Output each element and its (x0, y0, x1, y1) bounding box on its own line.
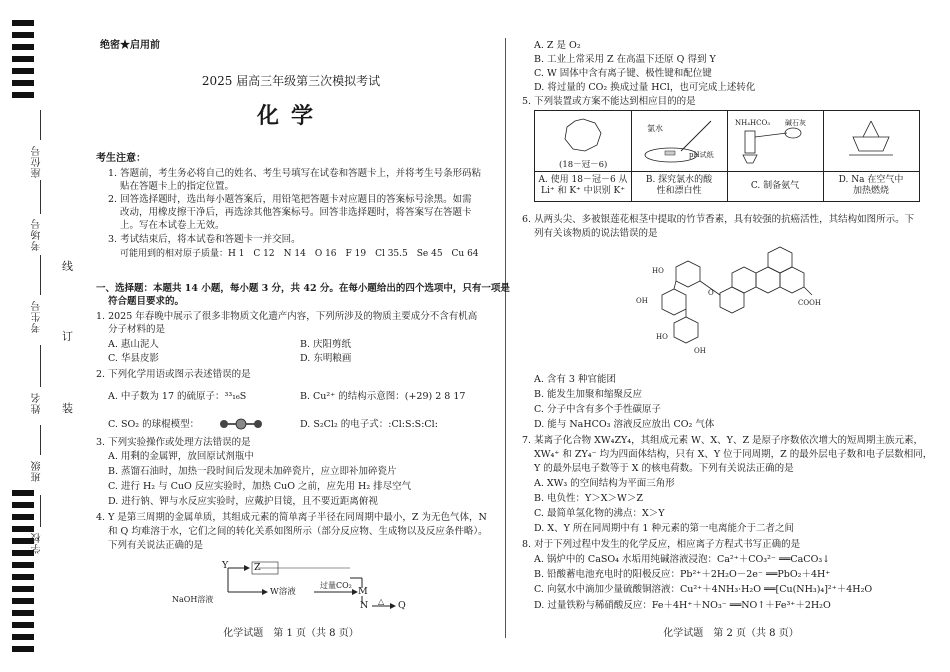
q3-option: C. 进行 H₂ 与 CuO 反应实验时，加热 CuO 之前，应先用 H₂ 排尽空气 (108, 481, 412, 492)
mol-label-oh: OH (694, 347, 706, 355)
exam-number-label: 考生号 (32, 300, 43, 333)
mol-label-ho: HO (652, 267, 664, 275)
crown-ether-icon (535, 113, 631, 159)
cut-line-char: 线 (62, 260, 73, 273)
q1-option: B. 庆阳剪纸 (300, 339, 352, 350)
q1-option: D. 东明粮画 (300, 353, 352, 364)
crucible-heating-icon (823, 111, 919, 169)
binding-stripes (12, 0, 34, 672)
mol-label-o: O (708, 289, 714, 297)
diagram-delta: △ (378, 597, 385, 606)
page-2 (522, 0, 940, 672)
cut-line-char: 装 (62, 402, 73, 415)
q5-caption: B. 探究氯水的酸 性和漂白性 (631, 171, 727, 202)
mol-label-ho: HO (656, 333, 668, 341)
triterpenoid-saponin-structure-icon (622, 243, 822, 361)
diagram-m: M (358, 586, 368, 597)
q2-stem: 2. 下列化学用语或图示表述错误的是 (96, 369, 251, 380)
q5-caption: D. Na 在空气中 加热燃烧 (823, 171, 919, 202)
q4-stem: 下列有关说法正确的是 (108, 540, 204, 551)
diagram-naoh: NaOH溶液 (172, 595, 214, 604)
q2-option: D. S₂Cl₂ 的电子式：:Cl:S:S:Cl: (300, 419, 438, 430)
name-label: 姓名 (32, 392, 43, 414)
diagram-n: N (360, 600, 369, 611)
q2-option: B. Cu²⁺ 的结构示意图：(+29) 2 8 17 (300, 391, 466, 402)
q7-option: D. X、Y 所在同周期中有 1 种元素的第一电离能介于二者之间 (534, 523, 794, 534)
nh4hco3-label: NH₄HCO₃ (735, 119, 771, 127)
q8-option: C. 向氨水中滴加少量硫酸铜溶液：Cu²⁺＋4NH₃·H₂O ══[Cu(NH₃)₄]²⁺＋4H₂O (534, 584, 873, 595)
q3-option: B. 蒸馏石油时，加热一段时间后发现未加碎瓷片，应立即补加碎瓷片 (108, 466, 397, 477)
q8-option: B. 铅酸蓄电池充电时的阳极反应：Pb²⁺＋2H₂O－2e⁻ ══PbO₂＋4H⁺ (534, 569, 831, 580)
school-label: 学校 (32, 532, 43, 554)
q6-option: B. 能发生加聚和缩聚反应 (534, 389, 643, 400)
q2-option: A. 中子数为 17 的硫原子：³³₁₆S (108, 391, 247, 402)
diagram-q: Q (398, 600, 406, 611)
q4-option: C. W 固体中含有离子键、极性键和配位键 (534, 68, 712, 79)
q4-option: A. Z 是 O₂ (534, 40, 581, 51)
note-line: 上。写在本试卷上无效。 (120, 220, 225, 231)
note-line: 改动，用橡皮擦干净后，再选涂其他答案标号。回答非选择题时，将答案写在答题卡 (120, 207, 472, 218)
q4-option: D. 将过量的 CO₂ 换成过量 HCl，也可完成上述转化 (534, 82, 756, 93)
note-line: 3. 考试结束后，将本试卷和答题卡一并交回。 (108, 234, 301, 245)
q5-stem: 5. 下列装置或方案不能达到相应目的的是 (522, 96, 696, 107)
q5-cell-d (823, 111, 919, 201)
class-label: 班级 (32, 460, 43, 482)
diagram-y: Y (222, 560, 229, 571)
note-line: 2. 回答选择题时，选出每小题答案后，用铅笔把答题卡对应题目的答案标号涂黑。如需 (108, 194, 472, 205)
q4-option: B. 工业上常采用 Z 在高温下还原 Q 得到 Y (534, 54, 716, 65)
notes-heading: 考生注意： (96, 153, 146, 164)
binding-strip (0, 0, 78, 672)
q3-stem: 3. 下列实验操作或处理方法错误的是 (96, 437, 251, 448)
q7-stem: XW₄⁺ 和 ZY₄⁻ 均为四面体结构，只有 X、Y 位于同周期，Z 的最外层电子数和电子层数相同， (534, 449, 933, 460)
q5-apparatus-table (534, 110, 920, 202)
mol-label-cooh: COOH (798, 299, 821, 307)
q5-cell-a (535, 111, 632, 201)
q3-option: A. 用剩的金属钾，放回原试剂瓶中 (108, 451, 254, 462)
seat-number-label: 座位号 (32, 145, 43, 178)
q7-option: A. XW₃ 的空间结构为平面三角形 (534, 478, 675, 489)
q2-option: C. SO₂ 的球棍模型： (108, 419, 200, 430)
page-footer: 化学试题 第 1 页（共 8 页） (223, 628, 359, 639)
subject-title: 化学 (256, 103, 325, 129)
q3-option: D. 进行钠、钾与水反应实验时，应戴护目镜，且不要近距离俯视 (108, 496, 378, 507)
q5-caption: A. 使用 18－冠－6 从 Li⁺ 和 K⁺ 中识别 K⁺ (535, 171, 631, 202)
q5-cell-c (727, 111, 824, 201)
q7-option: B. 电负性：Y＞X＞W＞Z (534, 493, 643, 504)
soda-lime-label: 碱石灰 (785, 119, 806, 127)
q1-stem: 分子材料的是 (108, 324, 166, 335)
q5-caption: C. 制备氨气 (727, 171, 823, 208)
q8-option: D. 过量铁粉与稀硝酸反应：Fe＋4H⁺＋NO₃⁻ ══NO↑＋Fe³⁺＋2H₂O (534, 600, 831, 611)
q1-option: A. 惠山泥人 (108, 339, 159, 350)
q6-option: D. 能与 NaHCO₃ 溶液反应放出 CO₂ 气体 (534, 419, 715, 430)
page-footer: 化学试题 第 2 页（共 8 页） (663, 628, 799, 639)
q8-option: A. 锅炉中的 CaSO₄ 水垢用纯碱溶液浸泡：Ca²⁺＋CO₃²⁻ ══CaCO₃↓ (534, 554, 831, 565)
section-heading: 符合题目要求的。 (108, 296, 185, 307)
section-heading: 一、选择题：本题共 14 小题，每小题 3 分，共 42 分。在每小题给出的四个选项中，只有一项是 (96, 283, 510, 294)
q6-stem: 6. 从两头尖、多被银莲花根茎中提取的竹节香素，具有较强的抗癌活性，其结构如图所示。下 (522, 214, 915, 225)
q4-stem: 和 Q 均难溶于水，它们之间的转化关系如图所示（部分反应物、生成物以及反应条件略）。 (108, 526, 488, 537)
confidential-mark: 绝密★启用前 (100, 40, 160, 51)
mol-label-oh: OH (636, 297, 648, 305)
page-1 (82, 0, 510, 672)
chlorine-water-label: 氯水 (647, 124, 663, 133)
so2-ball-stick-icon (218, 417, 264, 431)
diagram-co2: 过量CO₂ (320, 581, 352, 590)
q8-stem: 8. 对于下列过程中发生的化学反应，相应离子方程式书写正确的是 (522, 539, 801, 550)
q4-stem: 4. Y 是第三周期的金属单质，其组成元素的简单离子半径在同周期中最小，Z 为无色气体，N (96, 512, 487, 523)
diagram-z: Z (254, 562, 261, 573)
q1-option: C. 华县皮影 (108, 353, 159, 364)
q7-stem: Y 的最外层电子数等于 X 的核电荷数。下列有关说法正确的是 (534, 463, 794, 474)
column-divider (505, 38, 506, 638)
q6-stem: 列有关该物质的说法错误的是 (534, 228, 658, 239)
atomic-mass-line: 可能用到的相对原子质量：H 1 C 12 N 14 O 16 F 19 Cl 35.5 Se 45 Cu 64 (120, 249, 479, 259)
diagram-w: W溶液 (270, 587, 296, 597)
q7-option: C. 最简单氢化物的沸点：X＞Y (534, 508, 665, 519)
cut-line-char: 订 (62, 330, 73, 343)
crown-ether-label: (18－冠－6) (559, 160, 608, 170)
q4-conversion-diagram (172, 558, 406, 614)
q5-cell-b (631, 111, 728, 201)
q7-stem: 7. 某离子化合物 XW₄ZY₄，其组成元素 W、X、Y、Z 是原子序数依次增大的短周期主族元素， (522, 435, 924, 446)
ph-paper-label: pH试纸 (689, 151, 714, 159)
q6-structure-diagram (622, 243, 822, 365)
q6-option: C. 分子中含有多个手性碳原子 (534, 404, 661, 415)
q1-stem: 1. 2025 年春晚中展示了很多非物质文化遗产内容，下列所涉及的物质主要成分不含有机高 (96, 311, 478, 322)
room-number-label: 考场号 (32, 218, 43, 251)
exam-title: 2025 届高三年级第三次模拟考试 (201, 74, 381, 88)
note-line: 1. 答题前，考生务必将自己的姓名、考生号填写在试卷和答题卡上，并将考生号条形码粘 (108, 168, 482, 179)
q6-option: A. 含有 3 种官能团 (534, 374, 616, 385)
note-line: 贴在答题卡上的指定位置。 (120, 181, 235, 192)
